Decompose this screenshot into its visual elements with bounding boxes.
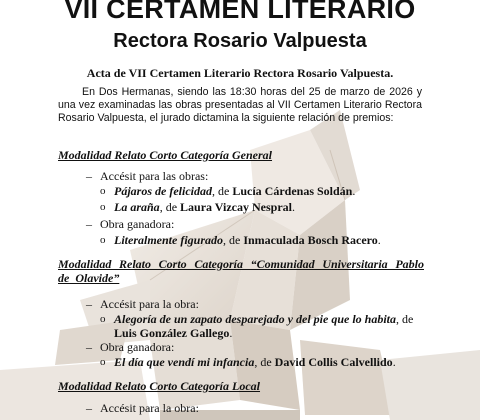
bullet-icon: o [100,356,106,368]
separator-text: , de [223,233,244,247]
author-name: Lucía Cárdenas Soldán [232,184,353,198]
accesit-label-text: Accésit para las obras: [100,169,209,183]
intro-paragraph [58,86,422,125]
work-title: El día que vendí mi infancia [114,355,255,369]
winner-label-text: Obra ganadora: [100,217,175,231]
winner-label-text: Obra ganadora: [100,340,175,354]
author-name: Laura Vizcay Nespral [180,200,293,214]
list-item [100,184,426,198]
bullet-icon: o [100,234,106,246]
section-heading-local: Modalidad Relato Corto Categoría Local [58,379,261,393]
bullet-icon: o [100,313,106,325]
author-name: Inmaculada Bosch Racero [243,233,378,247]
list-item [100,312,426,340]
work-title: Alegoría de un zapato desparejado y del pie que lo habita [114,312,396,326]
work-title: La araña [114,200,160,214]
end-punct: . [352,184,356,198]
winner-label-general [86,217,174,231]
end-punct: . [229,326,233,340]
dash-marker: – [86,340,92,354]
work-title: Literalmente figurado [114,233,223,247]
separator-text: , de [211,184,233,198]
intro-text: En Dos Hermanas, siendo las 18:30 horas del 25 de marzo de 2026 y una vez examinadas las obras presentadas al VII Certamen Literario Rectora Rosario Valpuesta, el jurado dictamina la siguiente relación de premios: [58,86,422,124]
accesit-label-comunidad [86,297,199,311]
list-item [100,233,426,247]
end-punct: . [377,233,381,247]
bullet-icon: o [100,185,106,197]
dash-marker: – [86,401,92,415]
author-name: David Collis Calvellido [274,355,393,369]
end-punct: . [392,355,396,369]
dash-marker: – [86,217,92,231]
end-punct: . [292,200,296,214]
document-title: VII CERTAMEN LITERARIO [64,0,416,24]
bullet-icon: o [100,201,106,213]
accesit-label-text: Accésit para la obra: [100,401,199,415]
document-subtitle: Rectora Rosario Valpuesta [113,30,367,52]
work-title: Pájaros de felicidad [114,184,212,198]
dash-marker: – [86,297,92,311]
dash-marker: – [86,169,92,183]
accesit-label-local [86,401,199,415]
separator-text: , de [159,200,181,214]
section-heading-comunidad: Modalidad Relato Corto Categoría “Comunidad Universitaria Pablo de Olavide” [58,257,424,285]
section-heading-general: Modalidad Relato Corto Categoría General [58,148,273,162]
accesit-label-text: Accésit para la obra: [100,297,199,311]
acta-title: Acta de VII Certamen Literario Rectora Rosario Valpuesta. [86,66,394,80]
author-name: Luis González Gallego [114,326,230,340]
accesit-label-general [86,169,208,183]
list-item [100,200,426,214]
list-item [100,355,426,369]
winner-label-comunidad [86,340,174,354]
separator-text: , de [254,355,275,369]
separator-text: , de [396,312,414,326]
